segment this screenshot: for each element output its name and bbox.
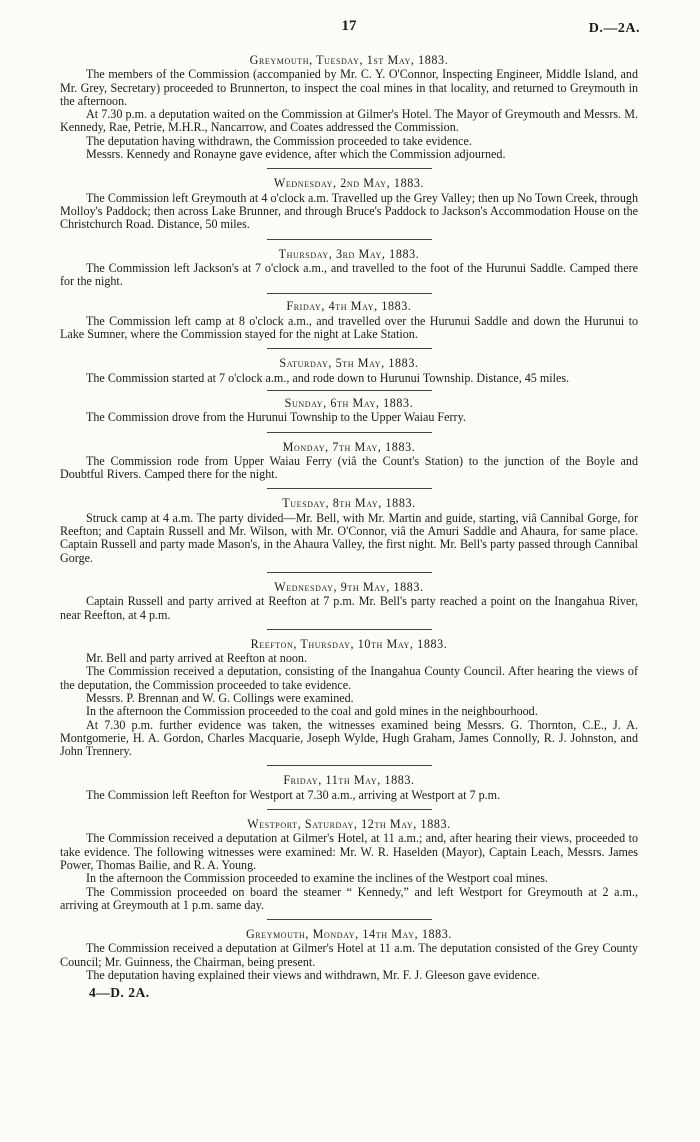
entry-may-14 [60, 928, 638, 982]
divider [267, 239, 432, 240]
entry-may-6 [60, 397, 638, 425]
divider [267, 168, 432, 169]
entry-heading: Thursday, 3rd May, 1883. [278, 246, 420, 261]
divider [267, 919, 432, 920]
entry-heading: Greymouth, Tuesday, 1st May, 1883. [249, 53, 449, 67]
entry-paragraph: The Commission left camp at 8 o'clock a.m., and travelled over the Hurunui Saddle and down the Hurunui to Lake Sumner, where the Commission stayed for the night at Lake Station. [60, 313, 638, 342]
entry-paragraph: In the afternoon the Commission proceeded to examine the inclines of the Westport coal mines. [86, 871, 548, 886]
entry-paragraph: The Commission proceeded on board the steamer “ Kennedy,” and left Westport for Greymouth at 2 a.m., arriving at Greymouth at 1 p.m. same day. [60, 884, 638, 912]
divider [267, 629, 432, 630]
entry-heading: Wednesday, 2nd May, 1883. [273, 176, 425, 191]
document-reference: D.—2A. [588, 21, 640, 36]
entry-paragraph: The Commission received a deputation at Gilmer's Hotel, at 11 a.m.; and, after hearing their views, proceeded to take evidence. The following witnesses were examined: Mr. W. R. Haselden (Mayor), Captain Leach, Messrs. James Power, Thomas Bailie, and R. A. Young. [60, 831, 638, 872]
divider [267, 293, 432, 294]
entry-paragraph: Messrs. Kennedy and Ronayne gave evidence, after which the Commission adjourned. [86, 147, 506, 162]
divider [267, 348, 432, 349]
entry-paragraph: The Commission rode from Upper Waiau Ferry (viâ the Count's Station) to the junction of the Boyle and Doubtful Rivers. Camped there for the night. [60, 453, 638, 482]
entry-paragraph: The deputation having withdrawn, the Commission proceeded to take evidence. [86, 133, 472, 148]
entry-may-9 [60, 581, 638, 622]
entry-may-12 [60, 818, 638, 912]
entry-paragraph: The Commission drove from the Hurunui Township to the Upper Waiau Ferry. [86, 410, 466, 425]
entry-paragraph: Messrs. P. Brennan and W. G. Collings were examined. [86, 690, 354, 705]
entry-heading: Wednesday, 9th May, 1883. [274, 579, 424, 594]
entry-paragraph: The Commission left Reefton for Westport at 7.30 a.m., arriving at Westport at 7 p.m. [86, 787, 501, 802]
entry-paragraph: The Commission left Jackson's at 7 o'clock a.m., and travelled to the foot of the Hurunui Saddle. Camped there for the night. [60, 260, 638, 289]
footer-signature: 4—D. 2A. [89, 985, 150, 1001]
entry-paragraph: The members of the Commission (accompanied by Mr. C. Y. O'Connor, Inspecting Engineer, Middle Island, and Mr. Grey, Secretary) proceeded to Brunnerton, to inspect the coal mines in that locality, and returned to Greymouth in the afternoon. [60, 67, 638, 108]
document-body [60, 54, 638, 1000]
divider [267, 809, 432, 810]
divider [267, 765, 432, 766]
entry-heading: Sunday, 6th May, 1883. [284, 395, 414, 410]
entry-may-10 [60, 638, 638, 759]
entry-paragraph: At 7.30 p.m. further evidence was taken, the witnesses examined being Messrs. G. Thornton, C.E., J. A. Montgomerie, H. A. Gordon, Charles Macquarie, Joseph Wylde, Hugh Graham, James Connolly, R. J. Johnston, and John Trennery. [60, 717, 638, 759]
entry-may-5 [60, 357, 638, 385]
entry-may-2 [60, 177, 638, 231]
entry-may-11 [60, 774, 638, 802]
divider [267, 432, 432, 433]
entry-paragraph: Captain Russell and party arrived at Reefton at 7 p.m. Mr. Bell's party reached a point on the Inangahua River, near Reefton, at 4 p.m. [60, 594, 638, 622]
entry-paragraph: The Commission received a deputation, consisting of the Inangahua County Council. After hearing the views of the deputation, the Commission proceeded to take evidence. [60, 664, 638, 692]
page-number: 17 [341, 18, 357, 34]
divider [267, 572, 432, 573]
divider [267, 488, 432, 489]
entry-paragraph: The Commission left Greymouth at 4 o'clock a.m. Travelled up the Grey Valley; then up No Town Creek, through Molloy's Paddock; then across Lake Brunner, and through Bruce's Paddock to Jackson's Accommodation House on the Christchurch Road. Distance, 50 miles. [60, 190, 638, 232]
entry-heading: Friday, 11th May, 1883. [283, 773, 415, 788]
entry-may-4 [60, 300, 638, 341]
entry-paragraph: The Commission received a deputation at Gilmer's Hotel at 11 a.m. The deputation consisted of the Grey County Council; Mr. Guinness, the Chairman, being present. [60, 941, 638, 969]
entry-paragraph: The Commission started at 7 o'clock a.m., and rode down to Hurunui Township. Distance, 45 miles. [86, 370, 570, 385]
entry-paragraph: In the afternoon the Commission proceeded to the coal and gold mines in the neighbourhood. [86, 704, 538, 719]
entry-heading: Monday, 7th May, 1883. [282, 439, 416, 454]
entry-may-1 [60, 54, 638, 161]
entry-paragraph: Mr. Bell and party arrived at Reefton at noon. [86, 651, 307, 666]
entry-paragraph: The deputation having explained their views and withdrawn, Mr. F. J. Gleeson gave evidence. [86, 968, 540, 983]
entry-may-8 [60, 497, 638, 564]
entry-heading: Reefton, Thursday, 10th May, 1883. [250, 636, 448, 651]
entry-heading: Friday, 4th May, 1883. [286, 299, 412, 314]
entry-paragraph: At 7.30 p.m. a deputation waited on the Commission at Gilmer's Hotel. The Mayor of Greymouth and Messrs. M. Kennedy, Rae, Petrie, M.H.R., Nancarrow, and Coates addressed the Commission. [60, 107, 638, 135]
entry-heading: Tuesday, 8th May, 1883. [282, 496, 416, 511]
entry-heading: Westport, Saturday, 12th May, 1883. [247, 817, 451, 832]
entry-may-7 [60, 441, 638, 482]
entry-paragraph: Struck camp at 4 a.m. The party divided—Mr. Bell, with Mr. Martin and guide, starting, viâ Cannibal Gorge, for Reefton; and Captain Russell and Mr. Wilson, with Mr. O'Connor, viâ the Amuri Saddle and Ahaura, for same place. Captain Russell and party made Mason's, in the Ahaura Valley, the first night. Mr. Bell's party passed through Cannibal Gorge. [60, 510, 638, 565]
divider [267, 390, 432, 391]
entry-heading: Saturday, 5th May, 1883. [279, 356, 419, 371]
entry-heading: Greymouth, Monday, 14th May, 1883. [245, 927, 453, 942]
entry-may-3 [60, 248, 638, 289]
